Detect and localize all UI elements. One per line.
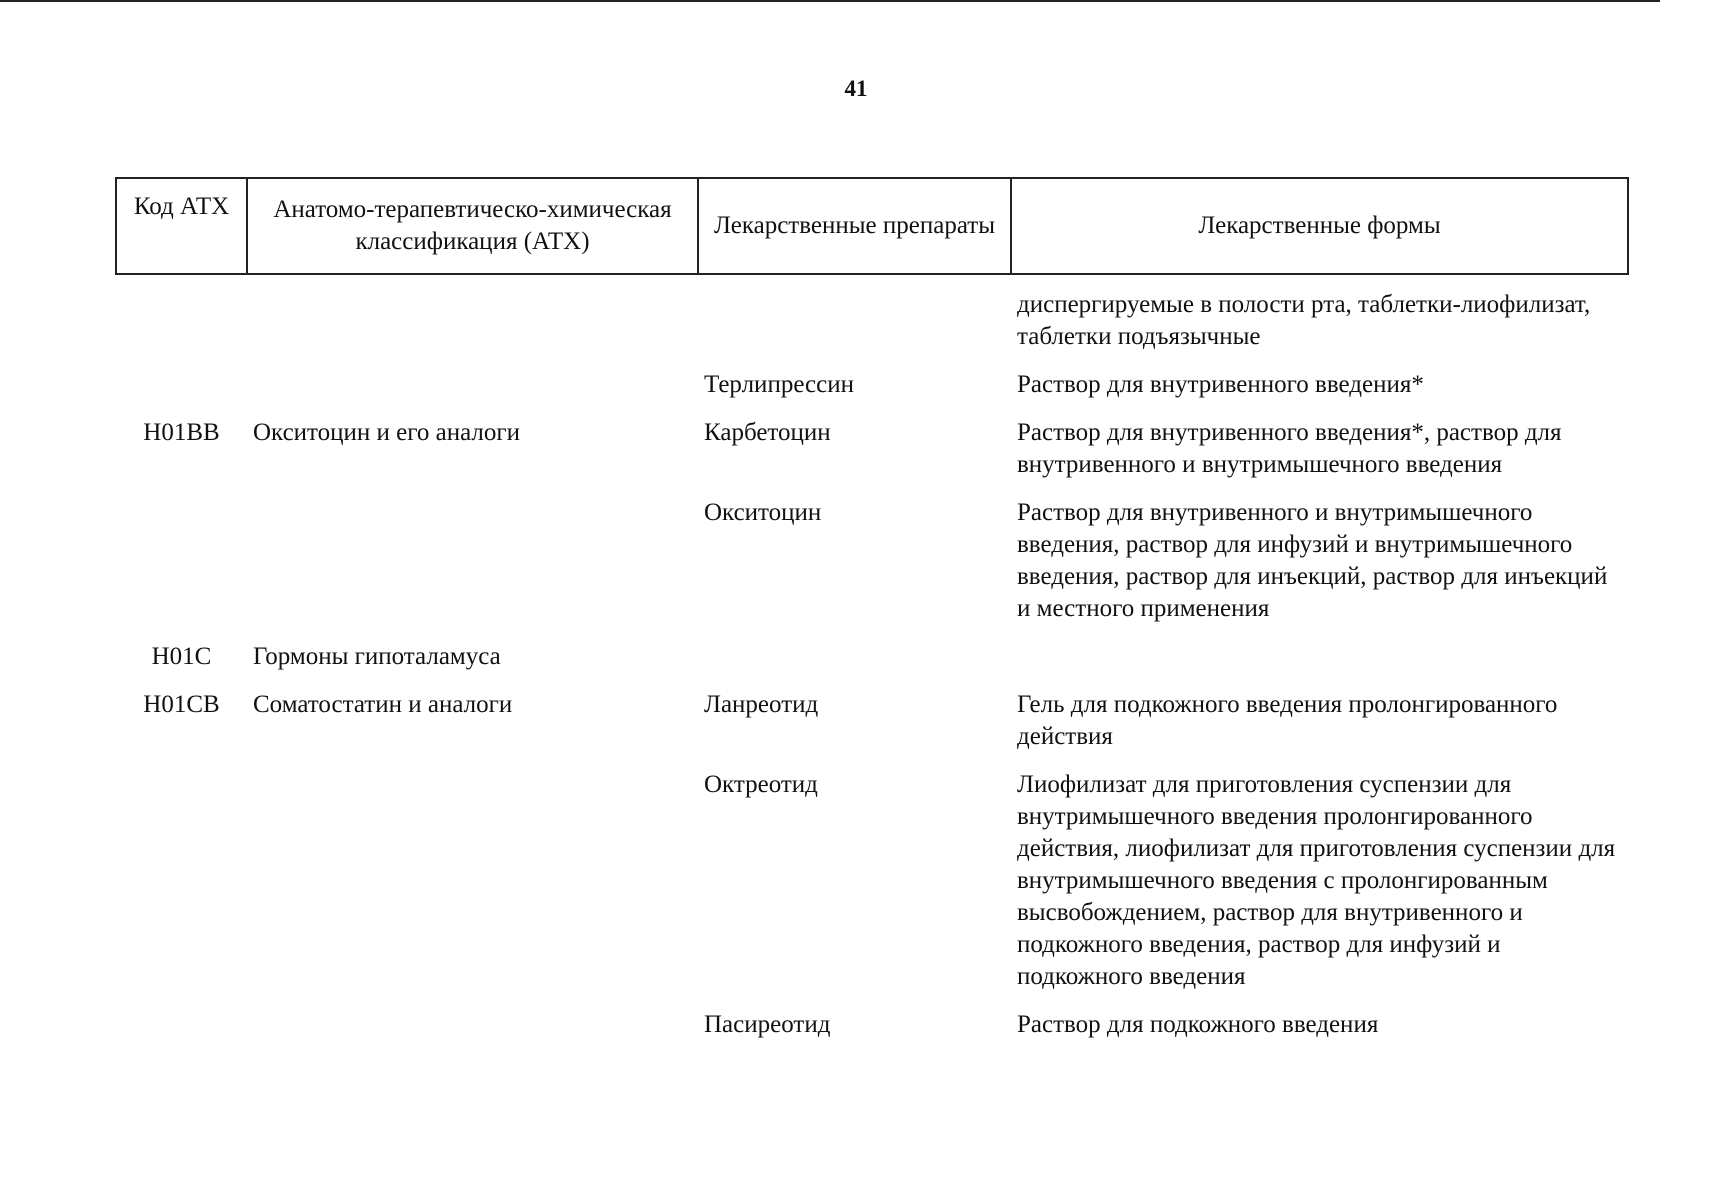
classification-cell xyxy=(247,769,698,1009)
table-row xyxy=(116,497,1628,641)
table-row xyxy=(116,369,1628,417)
drug-cell xyxy=(698,274,1011,369)
drug-cell: Пасиреотид xyxy=(704,1011,831,1038)
dosage-form-cell: Раствор для внутривенного введения* xyxy=(1017,371,1424,398)
drug-cell: Карбетоцин xyxy=(704,419,831,446)
atc-drug-table xyxy=(115,177,1629,1057)
dosage-form-cell xyxy=(1011,641,1628,689)
dosage-form-cell: Лиофилизат для приготовления суспензии для внутримышечного введения пролонгированного действия, лиофилизат для приготовления суспензии для внутримышечного введения с пролонгированным высвобождением, раствор для внутривенного и подкожного введения, раствор для инфузий и подкожного введения xyxy=(1017,771,1616,990)
classification-cell xyxy=(247,274,698,369)
table-row xyxy=(116,1009,1628,1057)
table-row xyxy=(116,689,1628,769)
dosage-form-cell: Гель для подкожного введения пролонгированного действия xyxy=(1017,691,1558,750)
classification-cell: Гормоны гипоталамуса xyxy=(253,643,501,670)
drug-cell: Ланреотид xyxy=(704,691,819,718)
page-number: 41 xyxy=(844,76,868,101)
table-header xyxy=(116,178,1628,274)
classification-cell xyxy=(247,1009,698,1057)
table-row xyxy=(116,274,1628,369)
atc-code-cell: H01C xyxy=(151,643,212,670)
atc-code-cell xyxy=(116,769,247,1009)
classification-cell: Окситоцин и его аналоги xyxy=(253,419,521,446)
header-atc-code: Код АТХ xyxy=(116,178,247,274)
drug-cell: Окситоцин xyxy=(704,499,822,526)
dosage-form-cell: Раствор для внутривенного введения*, раствор для внутривенного и внутримышечного введения xyxy=(1017,419,1562,478)
dosage-form-cell: Раствор для подкожного введения xyxy=(1017,1011,1379,1038)
table-body xyxy=(116,274,1628,1057)
atc-code-cell: H01BB xyxy=(143,419,220,446)
atc-code-cell xyxy=(116,274,247,369)
table-header-row xyxy=(116,178,1628,274)
header-drugs: Лекарственные препараты xyxy=(698,178,1011,274)
header-atc-classification: Анатомо-терапевтическо-химическая классификация (АТХ) xyxy=(247,178,698,274)
drug-cell: Октреотид xyxy=(704,771,818,798)
atc-code-cell xyxy=(116,1009,247,1057)
top-rule xyxy=(0,0,1660,2)
atc-code-cell xyxy=(116,369,247,417)
drug-cell: Терлипрессин xyxy=(704,371,854,398)
drug-cell xyxy=(698,641,1011,689)
atc-code-cell xyxy=(116,497,247,641)
atc-code-cell: H01CB xyxy=(143,691,220,718)
header-dosage-forms: Лекарственные формы xyxy=(1011,178,1628,274)
table-row xyxy=(116,417,1628,497)
table-row xyxy=(116,641,1628,689)
classification-cell xyxy=(247,497,698,641)
table-row xyxy=(116,769,1628,1009)
dosage-form-cell: Раствор для внутривенного и внутримышечного введения, раствор для инфузий и внутримышечного введения, раствор для инъекций, раствор для инъекций и местного применения xyxy=(1017,499,1608,622)
classification-cell xyxy=(247,369,698,417)
dosage-form-cell: диспергируемые в полости рта, таблетки-лиофилизат, таблетки подъязычные xyxy=(1017,291,1591,350)
classification-cell: Соматостатин и аналоги xyxy=(253,691,513,718)
